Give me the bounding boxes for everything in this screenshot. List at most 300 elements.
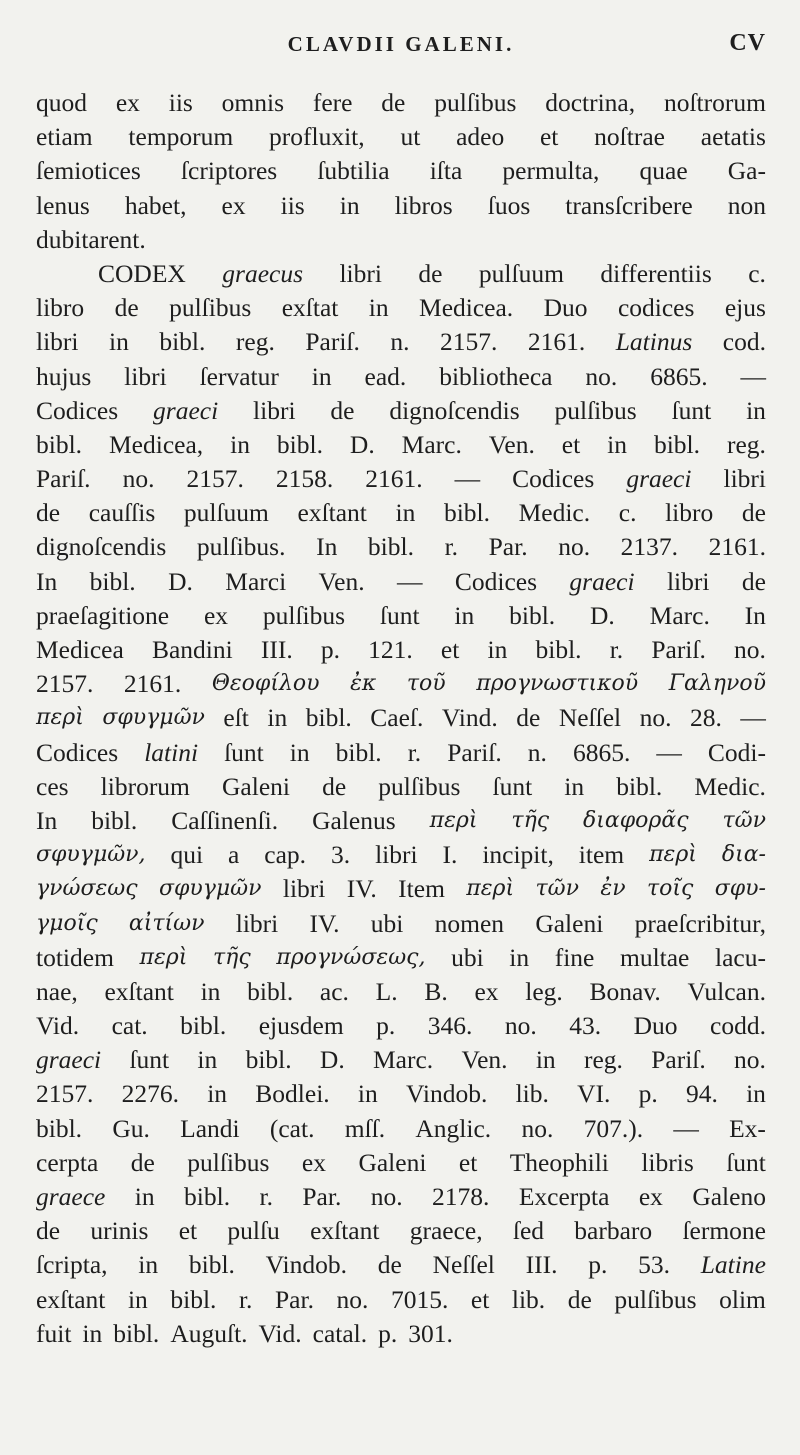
word: ejusdem [258, 1011, 344, 1041]
word: ſcripta, [36, 1250, 108, 1280]
word: In [744, 600, 766, 630]
word: aetatis [700, 122, 766, 152]
word: cod. [722, 327, 766, 357]
text-line [36, 394, 766, 428]
word: B. [424, 976, 448, 1006]
text-line [36, 325, 766, 359]
word: — [673, 1113, 699, 1143]
word: pulſibus [262, 600, 346, 630]
text-line [36, 1077, 766, 1111]
word: mſſ. [344, 1113, 386, 1143]
word: reg. [583, 1045, 623, 1075]
word: ſermone [682, 1216, 766, 1246]
word: Pariſ. [447, 737, 502, 767]
word: in [109, 327, 129, 357]
word: I. [442, 840, 458, 870]
word: graecus [222, 258, 304, 288]
word: Marc. [373, 1045, 434, 1075]
word: ſunt [129, 1045, 170, 1075]
word: bibl. [367, 532, 414, 562]
word: 94. [685, 1079, 718, 1109]
word: et [561, 429, 581, 459]
word: cerpta [36, 1147, 99, 1177]
word: 2178. [432, 1182, 490, 1211]
word: de [330, 395, 355, 425]
word: pulſibus [554, 395, 637, 425]
word: 346. [427, 1011, 473, 1041]
text-line [36, 633, 766, 667]
running-title: CLAVDII GALENI. [287, 32, 515, 56]
text-line [36, 291, 766, 325]
word: 2158. [275, 464, 334, 494]
text-line [36, 1317, 766, 1351]
word: ſunt [671, 395, 712, 425]
text-line [36, 804, 766, 838]
word: no. [504, 1011, 537, 1041]
word: Anglic. [415, 1113, 492, 1143]
word: adeo [456, 122, 505, 152]
word: in [267, 703, 288, 733]
word: Par. [488, 532, 528, 562]
word: n. [390, 327, 410, 357]
word: 2161. [365, 464, 423, 494]
text-line [36, 496, 766, 530]
text-line [36, 1214, 766, 1248]
text-line [36, 907, 766, 941]
word: dubitarent. [36, 224, 146, 254]
word: de [567, 1284, 592, 1314]
word: Neſſel [432, 1250, 495, 1280]
word: Landi [180, 1113, 240, 1143]
text-line [36, 1248, 766, 1282]
word: codices [617, 293, 695, 323]
word: 6865. [650, 361, 708, 391]
word: et [440, 635, 460, 664]
word: barbaro [574, 1216, 653, 1246]
word: quae [639, 156, 688, 186]
word: Vindob. [405, 1079, 488, 1109]
word: — [740, 703, 766, 733]
word: Medicea, [109, 429, 204, 459]
word: (cat. [269, 1113, 315, 1143]
word: 2157. [36, 1079, 94, 1109]
word: de [741, 566, 766, 596]
word: 2157. [36, 669, 94, 699]
word: — [740, 361, 766, 391]
word: libri [253, 395, 296, 425]
word: r. [259, 1182, 273, 1211]
word: bibl. [616, 771, 663, 801]
word: bibl. [180, 1011, 227, 1041]
word: ead. [364, 361, 407, 391]
word: 3. [331, 840, 351, 870]
word: de [741, 498, 766, 528]
word: Par. [302, 1182, 342, 1211]
word: 2137. [620, 532, 679, 562]
text-line [36, 667, 766, 701]
word: ſervatur [199, 361, 279, 391]
word: c. [618, 498, 637, 528]
word: τῆς [212, 944, 251, 970]
word: ἐκ [350, 671, 377, 697]
text-line [36, 1283, 766, 1317]
text-line [36, 154, 766, 188]
word: περὶ [36, 705, 84, 731]
word: Medicea [36, 635, 124, 664]
word: in [207, 1079, 228, 1109]
word: de [418, 258, 443, 288]
word: in [607, 429, 627, 459]
word: lacu- [714, 942, 766, 972]
word: bibl. [159, 327, 206, 357]
word: ubi [370, 908, 404, 938]
text-line [36, 360, 766, 394]
word: Pariſ. [651, 1045, 706, 1075]
word: urinis [90, 1216, 149, 1246]
word: de [322, 771, 347, 801]
word: 2276. [121, 1079, 179, 1109]
word: Galeni [535, 908, 604, 938]
text-line [36, 770, 766, 804]
word: libris [641, 1147, 694, 1177]
word: προγνωστικοῦ [476, 671, 639, 697]
word: pulſuum [478, 258, 564, 288]
word: Codices [36, 737, 119, 767]
word: c. [748, 258, 766, 288]
word: Galeni [222, 771, 290, 801]
word: quod [36, 88, 87, 117]
word: no. [734, 635, 766, 664]
word: praeſagitione [36, 600, 170, 630]
word: bibl. [89, 566, 136, 596]
word: in [289, 737, 310, 767]
word: graeci [153, 395, 219, 425]
word: Galeno [692, 1182, 766, 1211]
text-line [36, 941, 766, 975]
word: in [197, 1045, 218, 1075]
word: Excerpta [518, 1182, 610, 1211]
word: — [656, 737, 682, 767]
word: pulſibus [434, 88, 517, 117]
word: a [228, 840, 240, 870]
word: Marc. [649, 600, 710, 630]
word: Vindob. [265, 1250, 347, 1280]
word: 6865. [572, 737, 631, 767]
text-line [36, 701, 766, 735]
word: graeci [569, 566, 635, 596]
word: exſtant [36, 1284, 106, 1314]
word: bibl. [113, 1318, 160, 1348]
word: p. [638, 1079, 658, 1109]
word: de [381, 88, 406, 117]
word: in [454, 600, 475, 630]
word: r. [238, 1284, 253, 1314]
word: no. [521, 1113, 554, 1143]
word: p. [378, 1318, 398, 1348]
word: leg. [525, 976, 563, 1006]
word: ſunt [726, 1147, 766, 1177]
word: in [564, 771, 585, 801]
text-line [36, 257, 766, 291]
word: codd. [710, 1011, 766, 1041]
word: ſemiotices [36, 156, 141, 186]
text-line [36, 189, 766, 223]
word: Theophili [509, 1147, 609, 1177]
word: r. [407, 737, 422, 767]
word: in [339, 190, 360, 220]
word: exſtant [297, 498, 367, 528]
word: bibl. [188, 1250, 235, 1280]
word: dignoſcendis [389, 395, 520, 425]
word: III. [525, 1250, 558, 1280]
word: Gu. [112, 1113, 150, 1143]
word: Codices [512, 464, 595, 494]
word: p. [588, 1250, 608, 1280]
text-line [36, 1180, 766, 1214]
word: Vid. [258, 1318, 302, 1348]
word: lib. [515, 1079, 549, 1109]
word: In [36, 566, 58, 596]
word: ſunt [379, 600, 420, 630]
word: graeci [626, 464, 692, 494]
word: Codi- [707, 737, 766, 767]
word: r. [609, 635, 624, 664]
word: VI. [577, 1079, 611, 1109]
word: Marc. [401, 429, 462, 459]
word: ſed [512, 1216, 545, 1246]
word: in [746, 1079, 766, 1109]
word: permulta, [502, 156, 600, 186]
word: libro [665, 498, 714, 528]
word: ex [474, 976, 499, 1006]
word: multae [619, 942, 690, 972]
word: in [487, 635, 508, 664]
word: Γαληνοῦ [668, 671, 766, 697]
word: L. [375, 976, 398, 1006]
word: in [395, 498, 416, 528]
word: Ven. [461, 1045, 508, 1075]
word: Caeſ. [370, 703, 424, 733]
word: no. [585, 361, 618, 391]
word: 43. [569, 1011, 602, 1041]
word: in [368, 293, 389, 323]
word: no. [370, 1182, 403, 1211]
text-line [36, 1146, 766, 1180]
word: libri [375, 840, 418, 870]
word: ſuos [487, 190, 531, 220]
word: 2161. [527, 327, 586, 357]
text-line [36, 872, 766, 906]
word: ac. [319, 976, 349, 1006]
word: 301. [408, 1318, 453, 1348]
word: Duo [543, 293, 588, 323]
word: Medic. [518, 498, 591, 528]
word: Auguſt. [170, 1318, 248, 1348]
word: ubi [451, 942, 484, 972]
word: 28. [690, 703, 722, 733]
word: περὶ [466, 876, 515, 902]
word: libri [235, 908, 279, 938]
word: noſtrae [594, 122, 665, 152]
word: διαφορᾶς [583, 807, 689, 833]
word: libri [36, 327, 79, 357]
word: pulſibus [614, 1284, 697, 1314]
word: in [230, 429, 250, 459]
word: totidem [36, 942, 114, 972]
text-line [36, 599, 766, 633]
word: dignoſcendis [36, 532, 167, 562]
word: praeſcribitur, [634, 908, 766, 938]
word: reg. [726, 429, 766, 459]
word: cap. [264, 840, 307, 870]
word: nomen [434, 908, 505, 938]
word: 2157. [186, 464, 244, 494]
word: Ven. [318, 566, 365, 596]
word: Par. [275, 1284, 314, 1314]
word: iis [168, 88, 193, 117]
word: habet, [124, 190, 187, 220]
word: ces [36, 771, 69, 801]
word: III. [260, 635, 293, 664]
text-line [36, 462, 766, 496]
word: libri [666, 566, 710, 596]
word: bibl. [36, 1113, 83, 1143]
word: bibl. [170, 1284, 217, 1314]
word: τῆς [511, 807, 550, 833]
word: graeci [36, 1045, 102, 1075]
word: in [82, 1318, 103, 1348]
word: γμοῖς [36, 910, 98, 936]
word: libri [723, 464, 766, 494]
word: bibliotheca [439, 361, 553, 391]
word: Codices [454, 566, 538, 596]
word: In [316, 532, 338, 562]
word: τῶν [722, 807, 766, 833]
word: non [727, 190, 766, 220]
word: in [127, 1284, 148, 1314]
word: Latine [700, 1250, 766, 1280]
word: no. [336, 1284, 369, 1314]
word: libri [282, 874, 326, 904]
word: pulſuum [183, 498, 269, 528]
word: fine [554, 942, 595, 972]
word: — [454, 464, 481, 494]
word: qui [170, 840, 204, 870]
word: bibl. [305, 703, 352, 733]
word: bibl. [36, 429, 83, 459]
word: bibl. [535, 635, 582, 664]
text-line [36, 120, 766, 154]
word: IV. [309, 908, 340, 938]
word: no. [734, 1045, 766, 1075]
word: CODEX [98, 258, 186, 288]
word: temporum [128, 122, 234, 152]
word: Neſſel [558, 703, 622, 733]
word: ſunt [492, 771, 533, 801]
word: no. [639, 703, 672, 733]
word: Ex- [729, 1113, 766, 1143]
word: Vulcan. [687, 976, 766, 1006]
word: γνώσεως [36, 876, 138, 902]
word: in [357, 1079, 378, 1109]
text-line [36, 530, 766, 564]
word: ut [400, 122, 421, 152]
word: in [509, 942, 530, 972]
word: προγνώσεως, [276, 944, 426, 970]
word: 2161. [708, 532, 766, 562]
word: p. [376, 1011, 396, 1041]
word: iſta [429, 156, 463, 186]
word: Ven. [488, 429, 535, 459]
word: omnis [221, 88, 284, 117]
word: 707.). [583, 1113, 644, 1143]
word: τοῖς [646, 876, 694, 902]
word: de [36, 498, 61, 528]
word: Galeni [358, 1147, 427, 1177]
word: In [36, 805, 58, 835]
word: et [539, 122, 559, 152]
word: 7015. [390, 1284, 449, 1314]
text-line [36, 975, 766, 1009]
word: D. [319, 1045, 345, 1075]
word: 2157. [440, 327, 498, 357]
word: Vid. [36, 1011, 80, 1041]
word: Codices [36, 395, 119, 425]
word: bibl. [184, 1182, 231, 1211]
word: bibl. [247, 976, 294, 1006]
word: σφυ- [714, 876, 766, 902]
word: n. [527, 737, 547, 767]
word: transſcribere [565, 190, 693, 220]
word: in [746, 395, 766, 425]
word: noſtrorum [663, 88, 766, 117]
word: bibl. [335, 737, 382, 767]
word: de [516, 703, 541, 733]
text-line [36, 1112, 766, 1146]
word: Medic. [694, 771, 766, 801]
word: item [578, 840, 625, 870]
word: Bodlei. [255, 1079, 330, 1109]
word: de [130, 1147, 155, 1177]
word: Pariſ. [305, 327, 360, 357]
word: ἐν [600, 876, 626, 902]
word: αἰτίων [128, 910, 205, 936]
word: pulſibus [169, 293, 252, 323]
word: p. [320, 635, 340, 664]
word: Pariſ. [651, 635, 706, 664]
word: Ga- [727, 156, 766, 186]
page-number: CV [729, 30, 766, 56]
word: bibl. [509, 600, 556, 630]
word: de [114, 293, 139, 323]
word: Latinus [615, 327, 693, 357]
word: Caſſinenſi. [171, 805, 279, 835]
word: in [134, 1182, 155, 1211]
word: r. [444, 532, 459, 562]
text-line [36, 223, 766, 257]
word: libros [394, 190, 453, 220]
word: librorum [100, 771, 190, 801]
word: Item [398, 874, 445, 904]
word: hujus [36, 361, 92, 391]
word: σφυγμῶν [158, 876, 262, 902]
word: libri [339, 258, 382, 288]
word: iis [280, 190, 305, 220]
text-line [36, 736, 766, 770]
word: lenus [36, 190, 90, 220]
word: Θεοφίλου [211, 671, 320, 697]
text-line [36, 428, 766, 462]
